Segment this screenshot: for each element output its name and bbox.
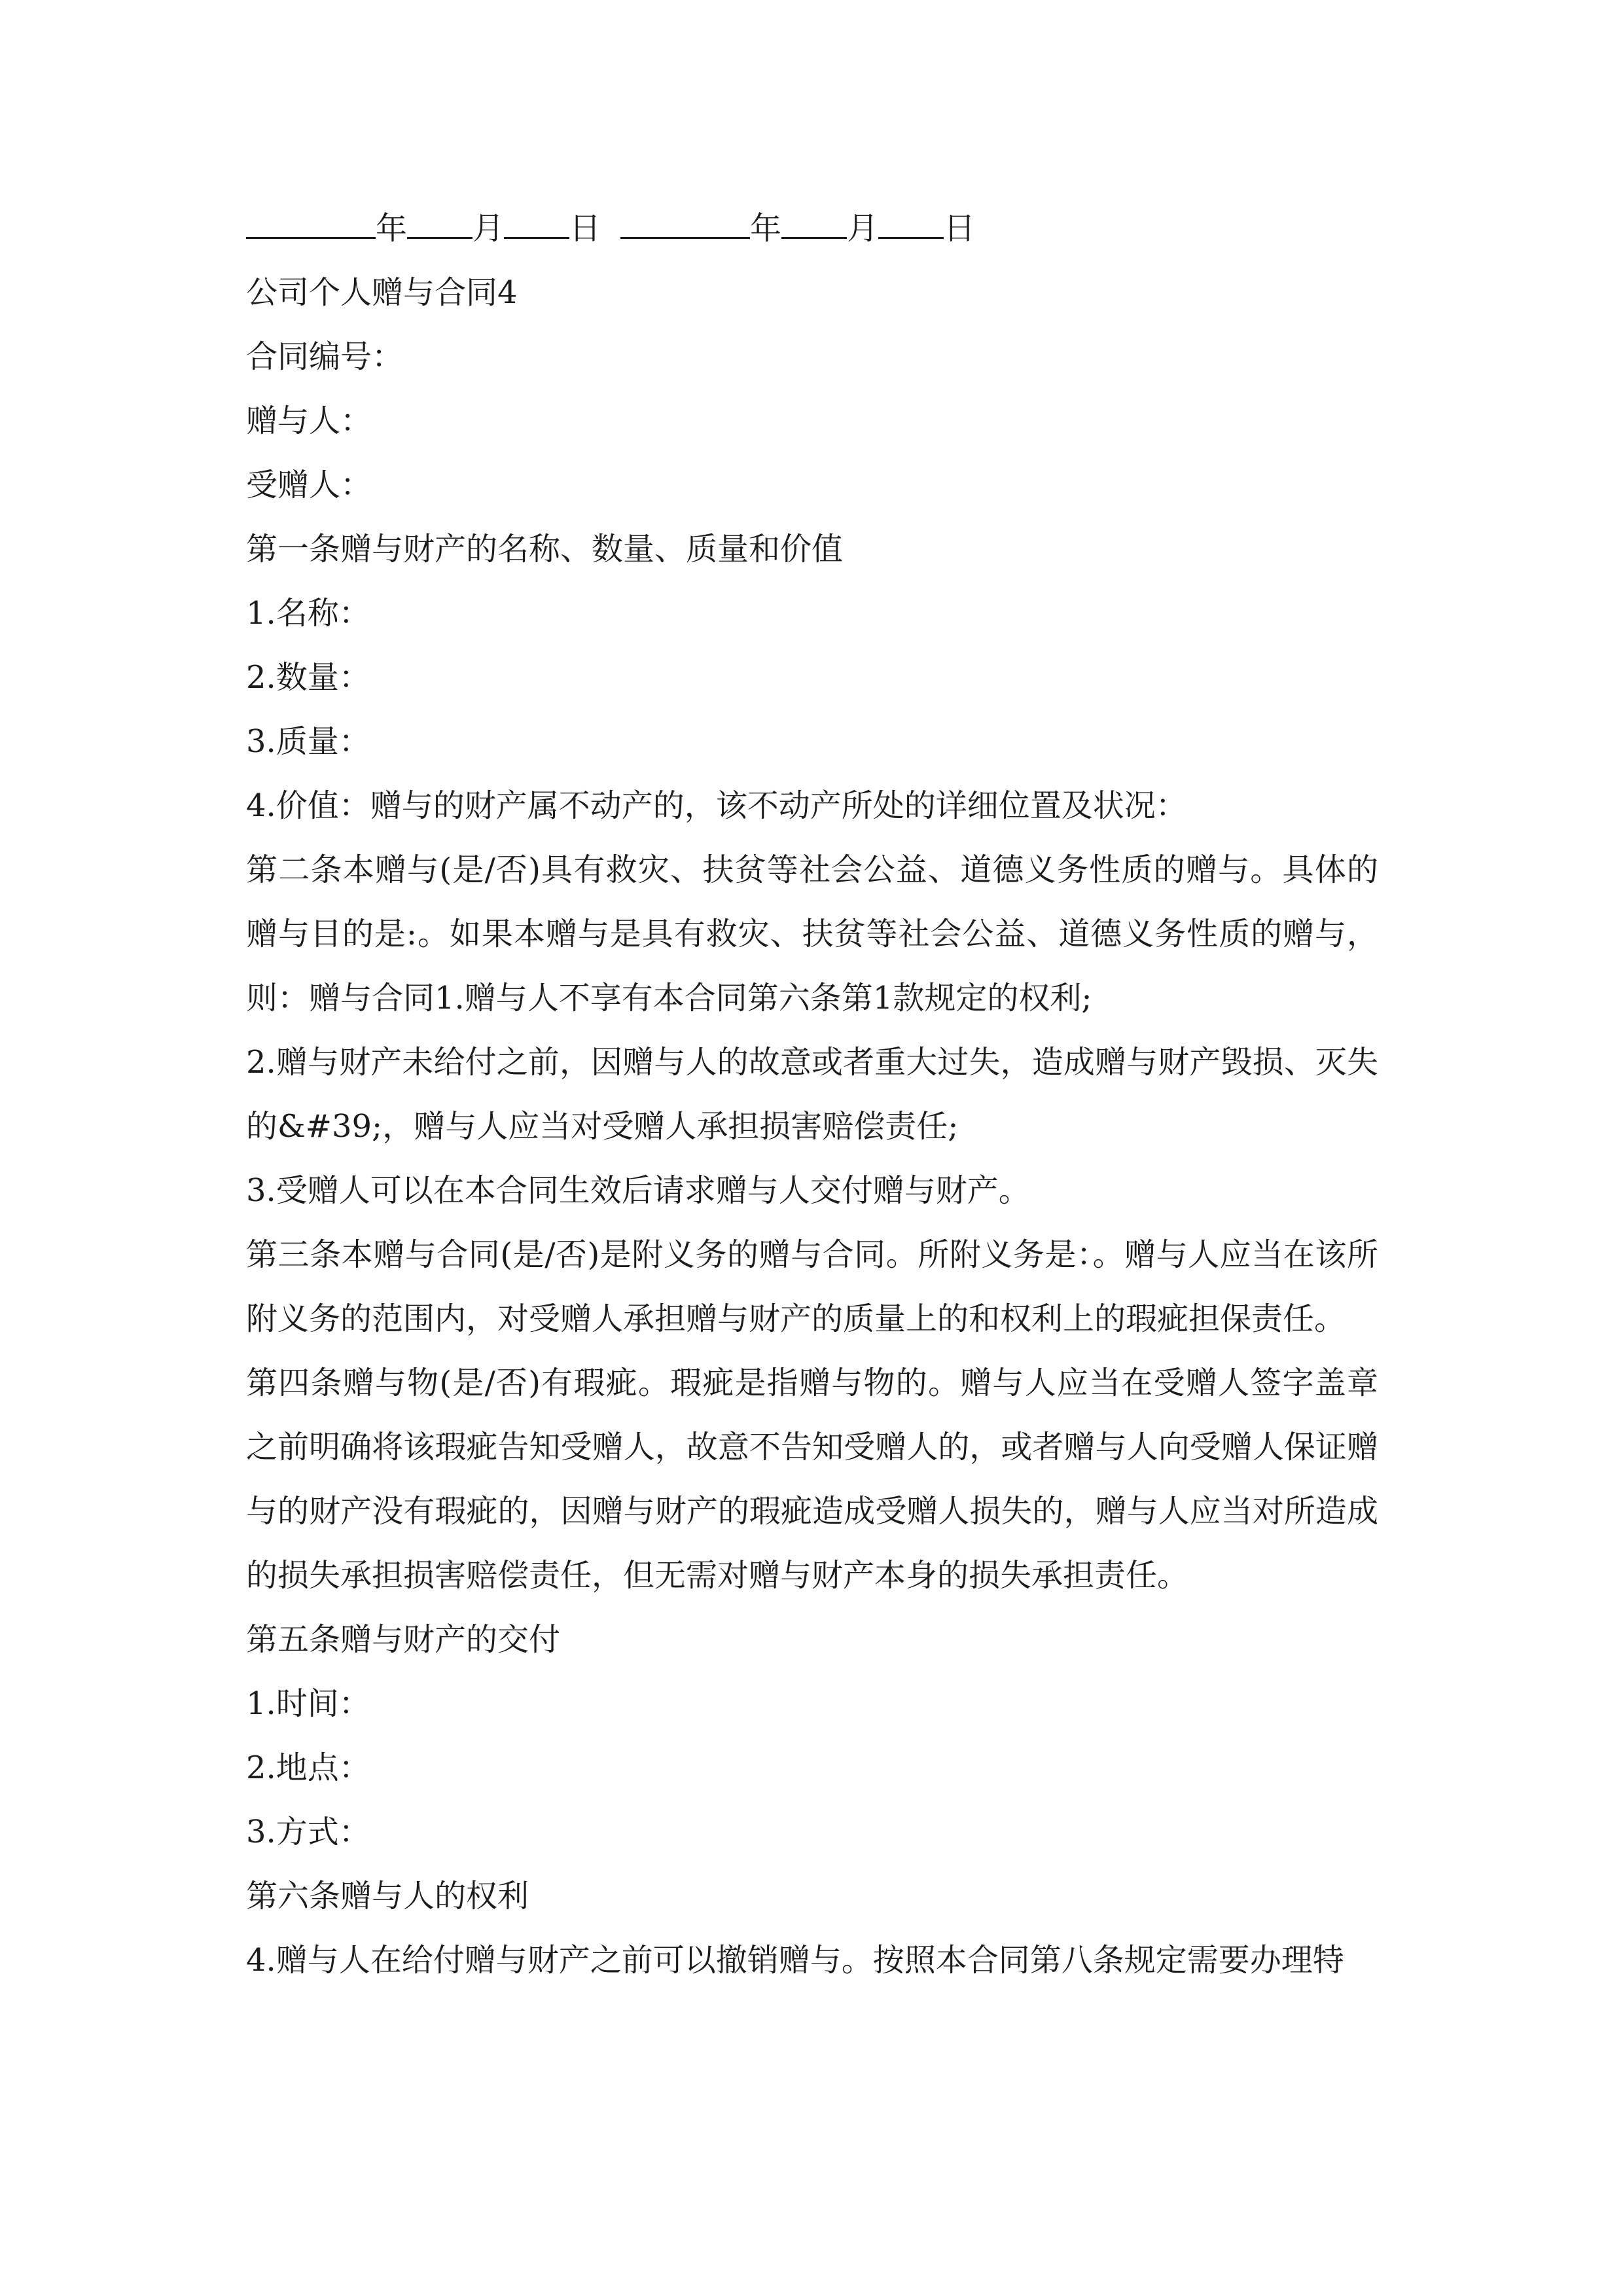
document-page: [246, 196, 1378, 1992]
article-2-item-2: 2.赠与财产未给付之前，因赠与人的故意或者重大过失，造成赠与财产毁损、灭失的&#39;，赠与人应当对受赠人承担损害赔偿责任;: [246, 1044, 1378, 1145]
donee-field: 受赠人：: [246, 467, 372, 503]
article-5-item-method: 3.方式：: [246, 1814, 370, 1850]
article-4-paragraph: 第四条赠与物(是/否)有瑕疵。瑕疵是指赠与物的。赠与人应当在受赠人签字盖章之前明确将该瑕疵告知受赠人，故意不告知受赠人的，或者赠与人向受赠人保证赠与的财产没有瑕疵的，因赠与财产的瑕疵造成受赠人损失的，赠与人应当对所造成的损失承担损害赔偿责任，但无需对赠与财产本身的损失承担责任。: [246, 1365, 1378, 1594]
day-label-1: 日: [569, 210, 601, 247]
article-1-heading: 第一条赠与财产的名称、数量、质量和价值: [246, 531, 844, 567]
document-title: 公司个人赠与合同4: [246, 274, 518, 311]
article-1-item-quantity: 2.数量：: [246, 659, 370, 696]
article-5-item-time: 1.时间：: [246, 1685, 370, 1722]
article-6-heading: 第六条赠与人的权利: [246, 1878, 529, 1914]
year-label-1: 年: [376, 210, 408, 247]
article-1-item-quality: 3.质量：: [246, 723, 370, 760]
article-3-paragraph: 第三条本赠与合同(是/否)是附义务的赠与合同。所附义务是：。赠与人应当在该所附义务的范围内，对受赠人承担赠与财产的质量上的和权利上的瑕疵担保责任。: [246, 1236, 1378, 1337]
article-6-item-4: 4.赠与人在给付赠与财产之前可以撤销赠与。按照本合同第八条规定需要办理特: [246, 1942, 1344, 1979]
year-label-2: 年: [750, 210, 782, 247]
donor-field: 赠与人：: [246, 403, 372, 439]
article-2-paragraph: 第二条本赠与(是/否)具有救灾、扶贫等社会公益、道德义务性质的赠与。具体的赠与目的是:。如果本赠与是具有救灾、扶贫等社会公益、道德义务性质的赠与，则：赠与合同1.赠与人不享有本合同第六条第1款规定的权利;: [246, 852, 1378, 1016]
article-5-heading: 第五条赠与财产的交付: [246, 1621, 561, 1658]
article-5-item-place: 2.地点：: [246, 1749, 370, 1786]
day-label-2: 日: [944, 210, 976, 247]
article-2-item-3: 3.受赠人可以在本合同生效后请求赠与人交付赠与财产。: [246, 1172, 1030, 1209]
year-blank-1: [246, 203, 376, 239]
day-blank-2: [878, 203, 944, 239]
month-blank-1: [407, 203, 473, 239]
article-1-item-value: 4.价值：赠与的财产属不动产的，该不动产所处的详细位置及状况：: [246, 787, 1187, 824]
contract-number-field: 合同编号：: [246, 338, 404, 375]
month-label-2: 月: [847, 210, 879, 247]
day-blank-1: [504, 203, 569, 239]
article-1-item-name: 1.名称：: [246, 595, 370, 632]
month-label-1: 月: [473, 210, 505, 247]
year-blank-2: [620, 203, 750, 239]
month-blank-2: [781, 203, 847, 239]
signature-date-line: [246, 196, 1378, 260]
